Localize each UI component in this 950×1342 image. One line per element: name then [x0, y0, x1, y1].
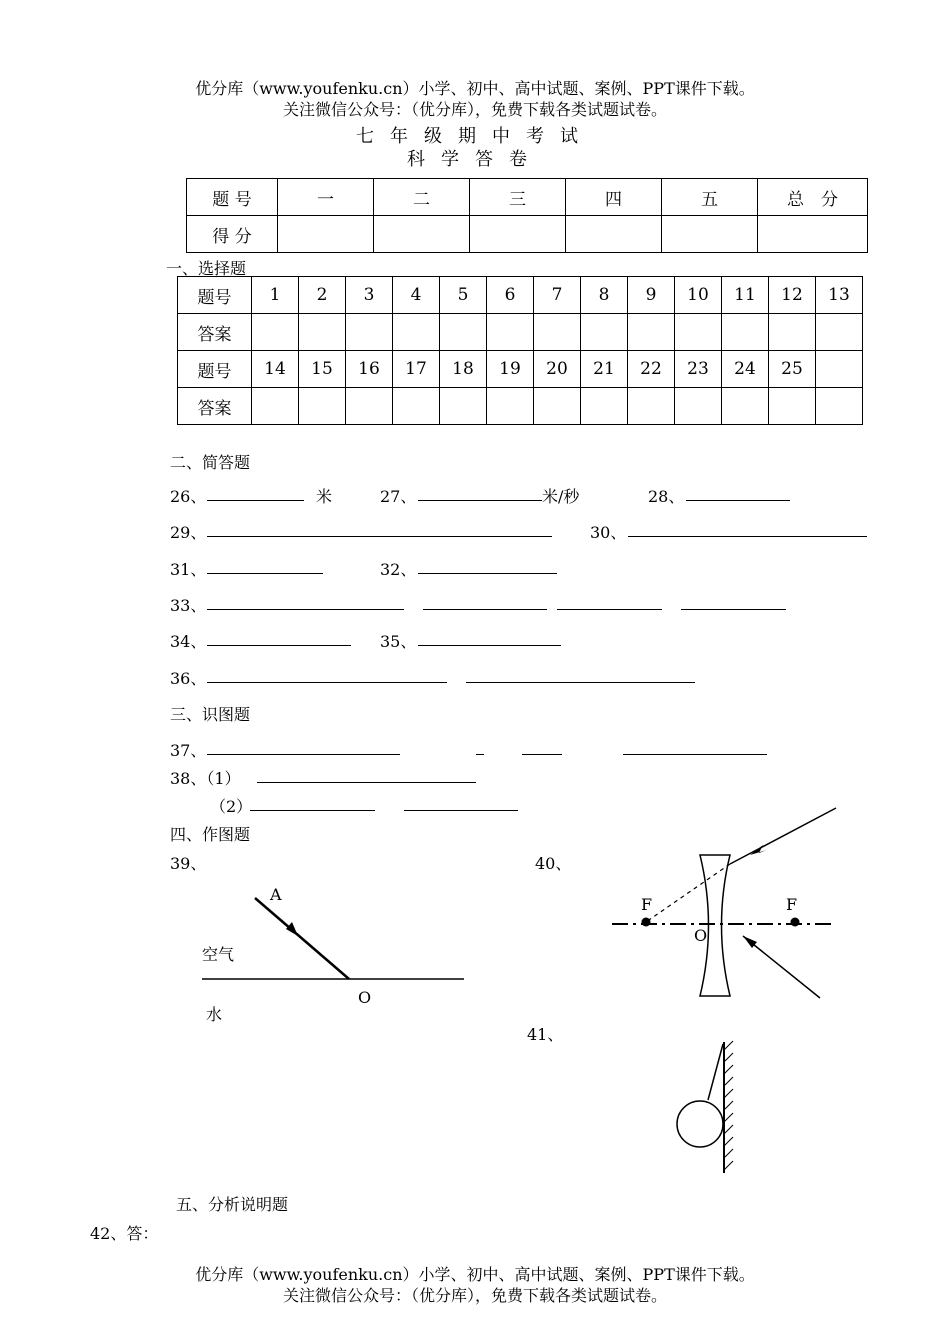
question-number-cell: 9: [628, 277, 675, 314]
question-number-cell: 18: [440, 351, 487, 388]
question-number-cell: 3: [346, 277, 393, 314]
q37-label: 37、: [170, 741, 207, 760]
question-number-cell: 10: [675, 277, 722, 314]
question-number-cell: 22: [628, 351, 675, 388]
ball: [677, 1101, 723, 1147]
focus-right-label: F: [786, 895, 798, 914]
q40-label: 40、: [535, 854, 572, 873]
question-number-cell: 7: [534, 277, 581, 314]
exam-title: 七年级期中考试: [356, 126, 594, 147]
q28-label: 28、: [648, 487, 685, 506]
question-number-cell: 20: [534, 351, 581, 388]
question-number-cell: 5: [440, 277, 487, 314]
air-label: 空气: [202, 945, 235, 964]
number-label: 题号: [178, 277, 252, 314]
focus-left-label: F: [641, 895, 653, 914]
score-header-cell: 二: [374, 179, 470, 216]
wall-hatching: [724, 1041, 733, 1170]
q41-label: 41、: [527, 1025, 564, 1044]
question-number-cell: 21: [581, 351, 628, 388]
question-number-cell: 25: [769, 351, 816, 388]
answer-label: 答案: [178, 388, 252, 425]
q38-1-label: 38、（1）: [170, 769, 241, 788]
question-number-cell: 19: [487, 351, 534, 388]
q29-label: 29、: [170, 523, 207, 542]
string: [708, 1044, 723, 1100]
section5-title: 五、分析说明题: [176, 1195, 289, 1214]
q33-label: 33、: [170, 596, 207, 615]
question-number-cell: 4: [393, 277, 440, 314]
question-number-cell: 12: [769, 277, 816, 314]
score-header-cell: 总 分: [758, 179, 868, 216]
header-line-2: 关注微信公众号：（优分库），免费下载各类试题试卷。: [282, 100, 667, 119]
question-number-cell: 23: [675, 351, 722, 388]
exam-subtitle: 科学答卷: [407, 149, 543, 170]
header-line-1: 优分库（www.youfenku.cn）小学、初中、高中试题、案例、PPT课件下载。: [195, 79, 755, 98]
q34-label: 34、: [170, 632, 207, 651]
q26-label: 26、: [170, 487, 207, 506]
score-header-cell: 三: [470, 179, 566, 216]
section2-title: 二、简答题: [170, 453, 251, 472]
question-number-cell: 8: [581, 277, 628, 314]
question-number-cell: 17: [393, 351, 440, 388]
q35-label: 35、: [380, 632, 417, 651]
question-number-cell: 1: [252, 277, 299, 314]
score-header-cell: 一: [278, 179, 374, 216]
q32-label: 32、: [380, 560, 417, 579]
section3-title: 三、识图题: [170, 705, 251, 724]
q27-label: 27、: [380, 487, 417, 506]
section4-title: 四、作图题: [170, 825, 251, 844]
score-header-cell: 题 号: [187, 179, 278, 216]
question-number-cell: 14: [252, 351, 299, 388]
question-number-cell: 13: [816, 277, 863, 314]
q26-unit: 米: [316, 487, 333, 506]
question-number-cell: 16: [346, 351, 393, 388]
answer-label: 答案: [178, 314, 252, 351]
q30-label: 30、: [590, 523, 627, 542]
point-a-label: A: [270, 885, 282, 904]
score-row-label: 得 分: [187, 216, 278, 253]
q36-label: 36、: [170, 669, 207, 688]
question-number-cell: 15: [299, 351, 346, 388]
question-number-cell: 2: [299, 277, 346, 314]
section1-title: 一、选择题: [166, 259, 247, 278]
footer-line-1: 优分库（www.youfenku.cn）小学、初中、高中试题、案例、PPT课件下载。: [195, 1265, 755, 1284]
q39-label: 39、: [170, 854, 207, 873]
score-header-cell: 五: [662, 179, 758, 216]
score-header-cell: 四: [566, 179, 662, 216]
lens-center-label: O: [694, 926, 708, 945]
question-number-cell: 24: [722, 351, 769, 388]
point-o-label: O: [358, 988, 372, 1007]
q42-label: 42、答：: [90, 1224, 159, 1243]
question-number-cell: 11: [722, 277, 769, 314]
footer-line-2: 关注微信公众号：（优分库），免费下载各类试题试卷。: [282, 1286, 667, 1305]
q38-2-label: （2）: [210, 797, 253, 816]
q31-label: 31、: [170, 560, 207, 579]
q27-unit: 米/秒: [542, 487, 580, 506]
question-number-cell: 6: [487, 277, 534, 314]
water-label: 水: [206, 1005, 223, 1024]
number-label: 题号: [178, 351, 252, 388]
